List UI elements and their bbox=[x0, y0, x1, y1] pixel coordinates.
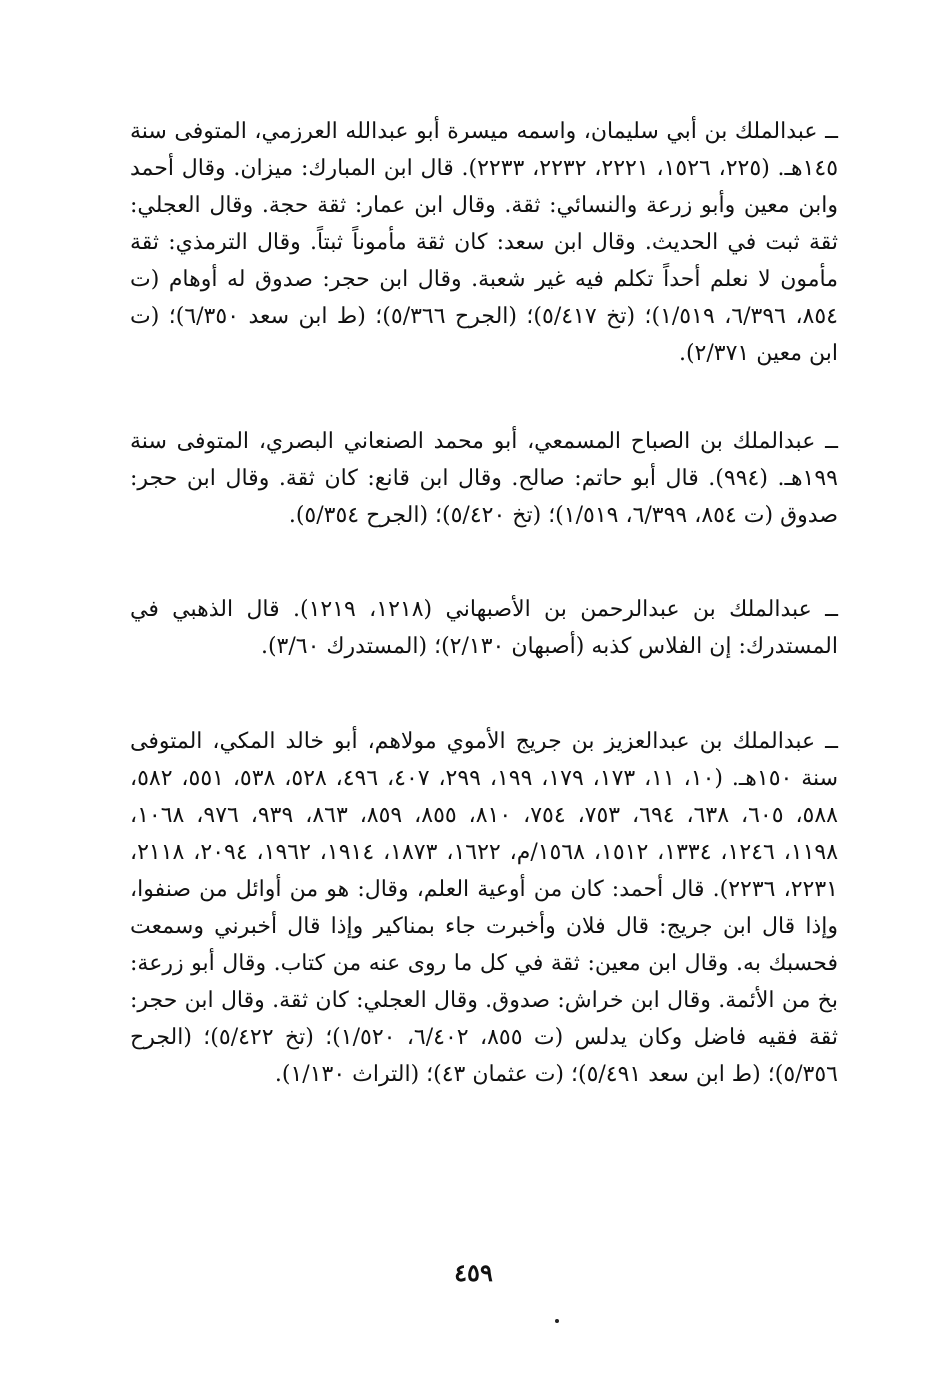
entry-text: ــ عبدالملك بن عبدالعزيز بن جريج الأموي مولاهم، أبو خالد المكي، المتوفى سنة ١٥٠هـ. (١٠، ١١، ١٧٣، ١٧٩، ١٩٩، ٢٩٩، ٤٠٧، ٤٩٦، ٥٢٨، ٥٣٨، ٥٥١، ٥٨٢، ٥٨٨، ٦٠٥، ٦٣٨، ٦٩٤، ٧٥٣، ٧٥٤، ٨١٠، ٨٥٥، ٨٥٩، ٨٦٣، ٩٣٩، ٩٧٦، ١٠٦٨، ١١٩٨، ١٢٤٦، ١٣٣٤، ١٥١٢، ١٥٦٨/م، ١٦٢٢، ١٨٧٣، ١٩١٤، ١٩٦٢، ٢٠٩٤، ٢١١٨، ٢٢٣١، ٢٢٣٦). قال أحمد: كان من أوعية العلم، وقال: هو من أوائل من صنفوا، وإذا قال ابن جريج: قال فلان وأخبرت جاء بمناكير وإذا قال أخبرني وسمعت فحسبك به. وقال ابن معين: ثقة في كل ما روى عنه من كتاب. وقال أبو زرعة: بخ من الأئمة. وقال ابن خراش: صدوق. وقال العجلي: كان ثقة. وقال ابن حجر: ثقة فقيه فاضل وكان يدلس (ت ٨٥٥، ٦/٤٠٢، ١/٥٢٠)؛ (تخ ٥/٤٢٢)؛ (الجرح ٥/٣٥٦)؛ (ط ابن سعد ٥/٤٩١)؛ (ت عثمان ٤٣)؛ (التراث ١/١٣٠). bbox=[123, 729, 839, 1087]
entry-text: ــ عبدالملك بن الصباح المسمعي، أبو محمد الصنعاني البصري، المتوفى سنة ١٩٩هـ. (٩٩٤). قال أبو حاتم: صالح. وقال ابن قانع: كان ثقة. وقال ابن حجر: صدوق (ت ٨٥٤، ٦/٣٩٩، ١/٥١٩)؛ (تخ ٥/٤٢٠)؛ (الجرح ٥/٣٥٤). bbox=[123, 429, 838, 528]
entry-abdulmalik-ibn-abi-sulayman bbox=[123, 113, 839, 372]
decorative-dot bbox=[555, 1319, 559, 1323]
page-number: ٤٥٩ bbox=[454, 1258, 493, 1287]
entry-abdulmalik-ibn-abdulrahman bbox=[123, 591, 838, 665]
entry-text: ــ عبدالملك بن أبي سليمان، واسمه ميسرة أبو عبدالله العرزمي، المتوفى سنة ١٤٥هـ. (٢٢٥، ١٥٢٦، ٢٢٢١، ٢٢٣٢، ٢٢٣٣). قال ابن المبارك: ميزان. وقال أحمد وابن معين وأبو زرعة والنسائي: ثقة. وقال ابن عمار: ثقة حجة. وقال العجلي: ثقة ثبت في الحديث. وقال ابن سعد: كان ثقة مأموناً ثبتاً. وقال الترمذي: ثقة مأمون لا نعلم أحداً تكلم فيه غير شعبة. وقال ابن حجر: صدوق له أوهام (ت ٨٥٤، ٦/٣٩٦، ١/٥١٩)؛ (تخ ٥/٤١٧)؛ (الجرح ٥/٣٦٦)؛ (ط ابن سعد ٦/٣٥٠)؛ (ت ابن معين ٢/٣٧١). bbox=[123, 119, 839, 366]
entry-text: ــ عبدالملك بن عبدالرحمن بن الأصبهاني (١٢١٨، ١٢١٩). قال الذهبي في المستدرك: إن الفلاس كذبه (أصبهان ٢/١٣٠)؛ (المستدرك ٣/٦٠). bbox=[123, 597, 838, 659]
entry-abdulmalik-ibn-jurayj bbox=[123, 723, 839, 1093]
entry-abdulmalik-ibn-al-sabbah bbox=[123, 423, 838, 534]
